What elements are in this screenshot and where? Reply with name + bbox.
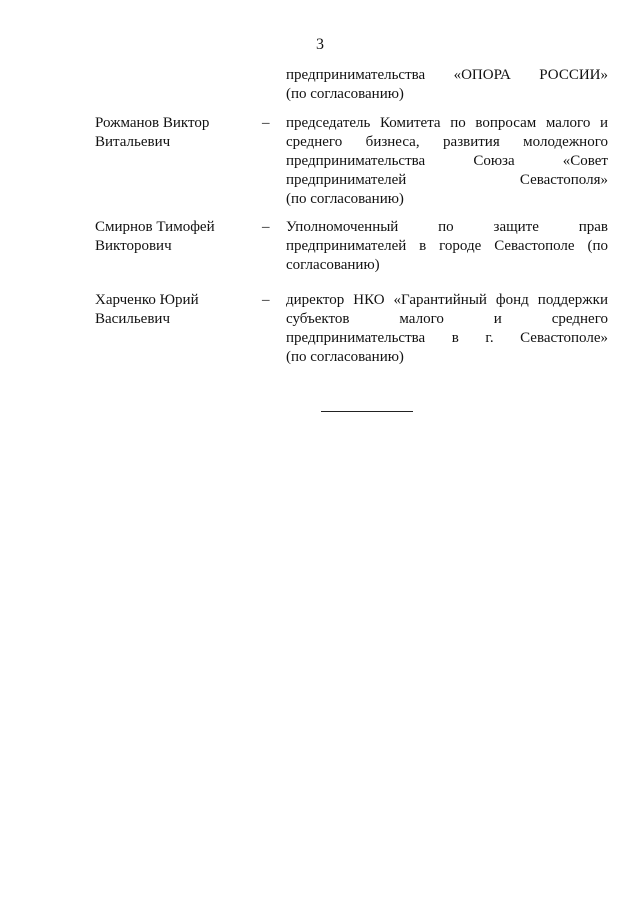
- page-number: 3: [316, 36, 324, 53]
- member-name: [95, 291, 245, 329]
- role-line: директор НКО «Гарантийный фонд поддержки: [286, 292, 608, 308]
- role-line: (по согласованию): [286, 349, 404, 365]
- role-line: предпринимателей в городе Севастополе (по: [286, 238, 608, 254]
- role-line: предпринимателей Севастополя»: [286, 172, 608, 188]
- previous-entry-continuation: [286, 66, 608, 104]
- dash-separator: –: [262, 219, 270, 235]
- continuation-line: предпринимательства «ОПОРА РОССИИ»: [286, 67, 608, 83]
- member-name: [95, 218, 245, 256]
- role-line: Уполномоченный по защите прав: [286, 219, 608, 235]
- member-patronymic: Витальевич: [95, 134, 171, 150]
- member-role: [286, 291, 608, 367]
- role-line: согласованию): [286, 257, 380, 273]
- role-line: предпринимательства Союза «Совет: [286, 153, 608, 169]
- member-name: [95, 114, 245, 152]
- role-line: среднего бизнеса, развития молодежного: [286, 134, 608, 150]
- dash-separator: –: [262, 115, 270, 131]
- member-surname-given: Харченко Юрий: [95, 292, 199, 308]
- member-surname-given: Рожманов Виктор: [95, 115, 210, 131]
- member-role: [286, 218, 608, 275]
- role-line: субъектов малого и среднего: [286, 311, 608, 327]
- member-surname-given: Смирнов Тимофей: [95, 219, 215, 235]
- dash-separator: –: [262, 292, 270, 308]
- role-line: (по согласованию): [286, 191, 404, 207]
- member-patronymic: Викторович: [95, 238, 172, 254]
- member-patronymic: Васильевич: [95, 311, 170, 327]
- end-of-list-divider: [321, 411, 413, 412]
- role-line: председатель Комитета по вопросам малого и: [286, 115, 608, 131]
- member-role: [286, 114, 608, 209]
- role-line: предпринимательства в г. Севастополе»: [286, 330, 608, 346]
- continuation-line: (по согласованию): [286, 86, 404, 102]
